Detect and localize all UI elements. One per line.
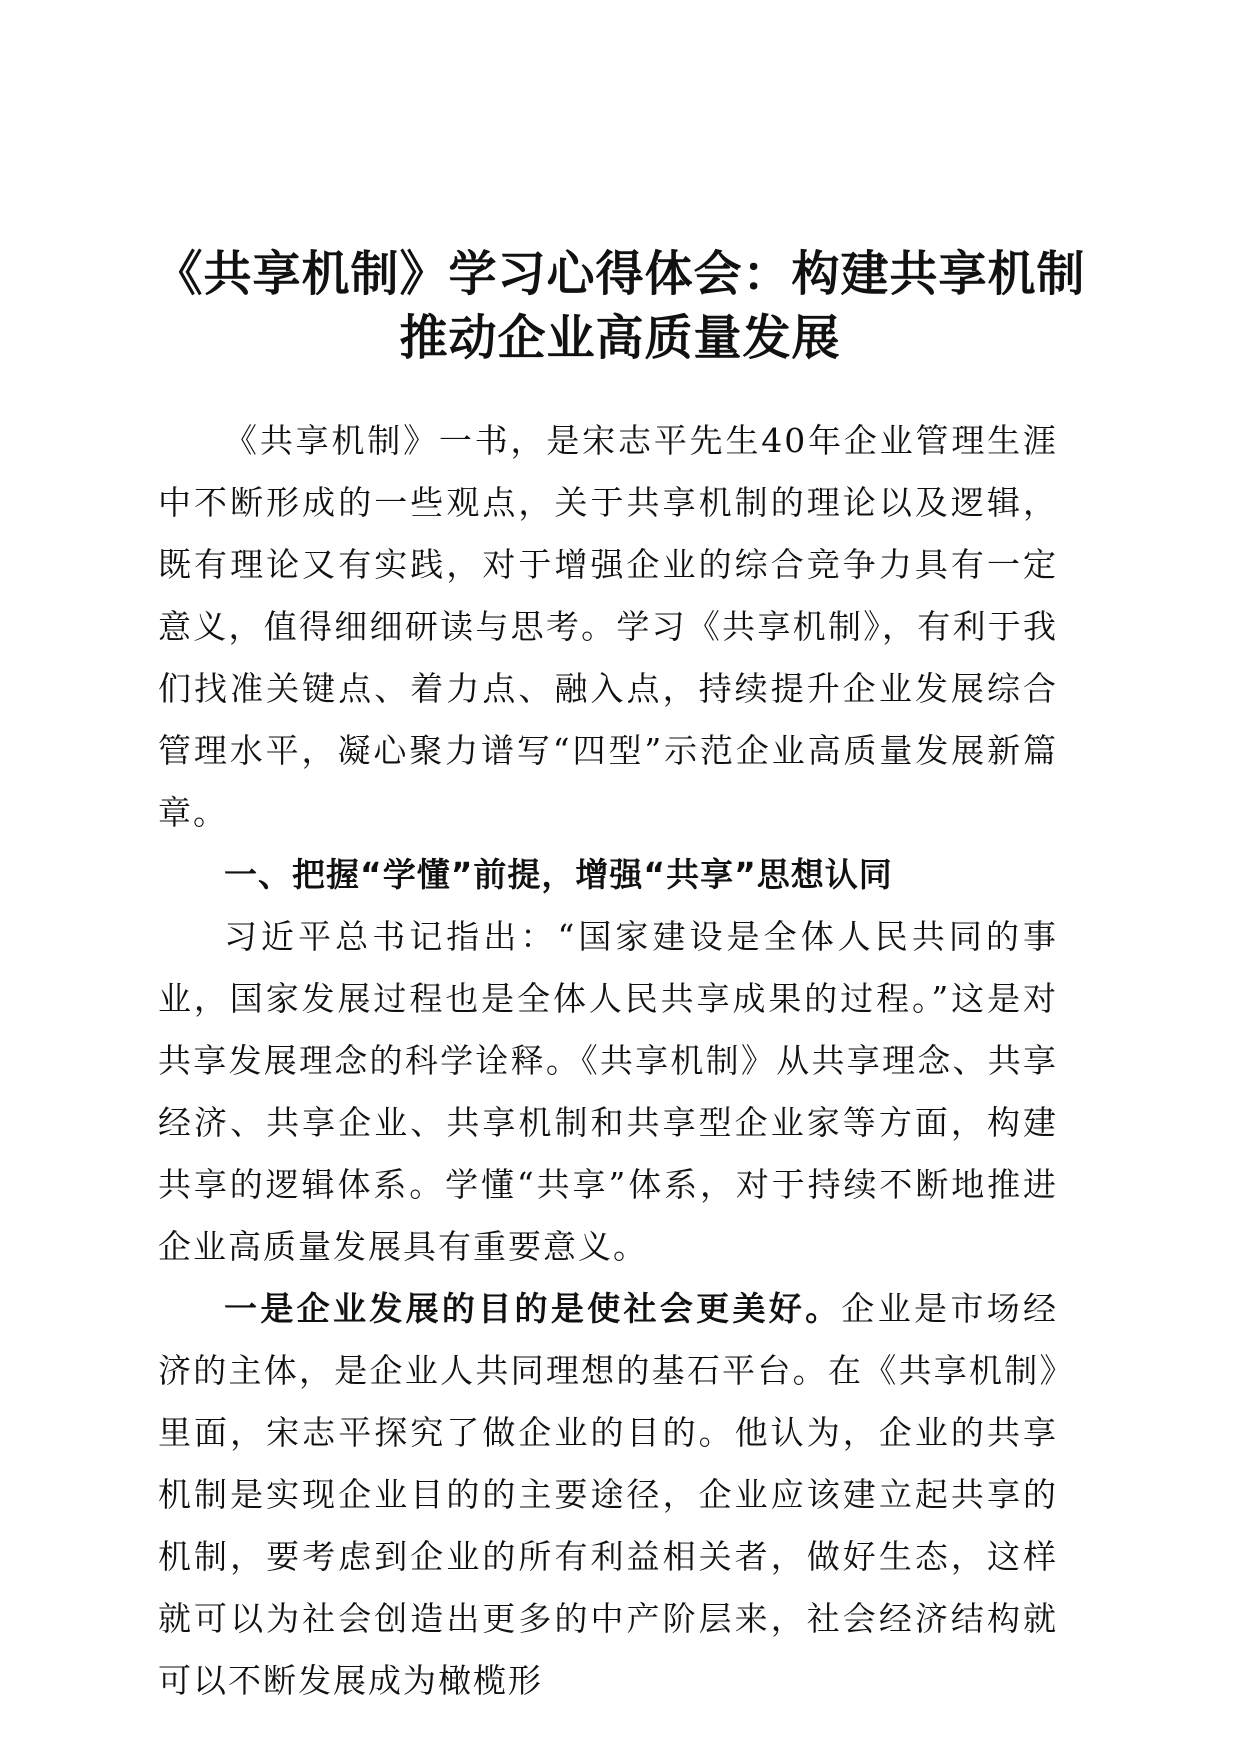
- point-one-body: 企业是市场经济的主体，是企业人共同理想的基石平台。在《共享机制》里面，宋志平探究了做企业的目的。他认为，企业的共享机制是实现企业目的的主要途径，企业应该建立起共享的机制，要考虑到企业的所有利益相关者，做好生态，这样就可以为社会创造出更多的中产阶层来，社会经济结构就可以不断发展成为橄榄形: [158, 1289, 1059, 1700]
- point-one-lead: 一是企业发展的目的是使社会更美好。: [224, 1289, 842, 1328]
- quote-paragraph: 习近平总书记指出：“国家建设是全体人民共同的事业，国家发展过程也是全体人民共享成果的过程。”这是对共享发展理念的科学诠释。《共享机制》从共享理念、共享经济、共享企业、共享机制和共享型企业家等方面，构建共享的逻辑体系。学懂“共享”体系，对于持续不断地推进企业高质量发展具有重要意义。: [158, 917, 1058, 1266]
- document-title: [120, 242, 1120, 370]
- intro-paragraph: 《共享机制》一书，是宋志平先生40年企业管理生涯中不断形成的一些观点，关于共享机制的理论以及逻辑，既有理论又有实践，对于增强企业的综合竞争力具有一定意义，值得细细研读与思考。学习《共享机制》，有利于我们找准关键点、着力点、融入点，持续提升企业发展综合管理水平，凝心聚力谱写“四型”示范企业高质量发展新篇章。: [158, 421, 1058, 832]
- document-body: [158, 410, 1058, 1712]
- title-line-2: 推动企业高质量发展: [399, 310, 841, 366]
- title-line-1: 《共享机制》学习心得体会：构建共享机制: [154, 246, 1086, 302]
- section-heading-1: 一、把握“学懂”前提，增强“共享”思想认同: [224, 855, 893, 894]
- point-one-paragraph: [158, 1278, 1058, 1712]
